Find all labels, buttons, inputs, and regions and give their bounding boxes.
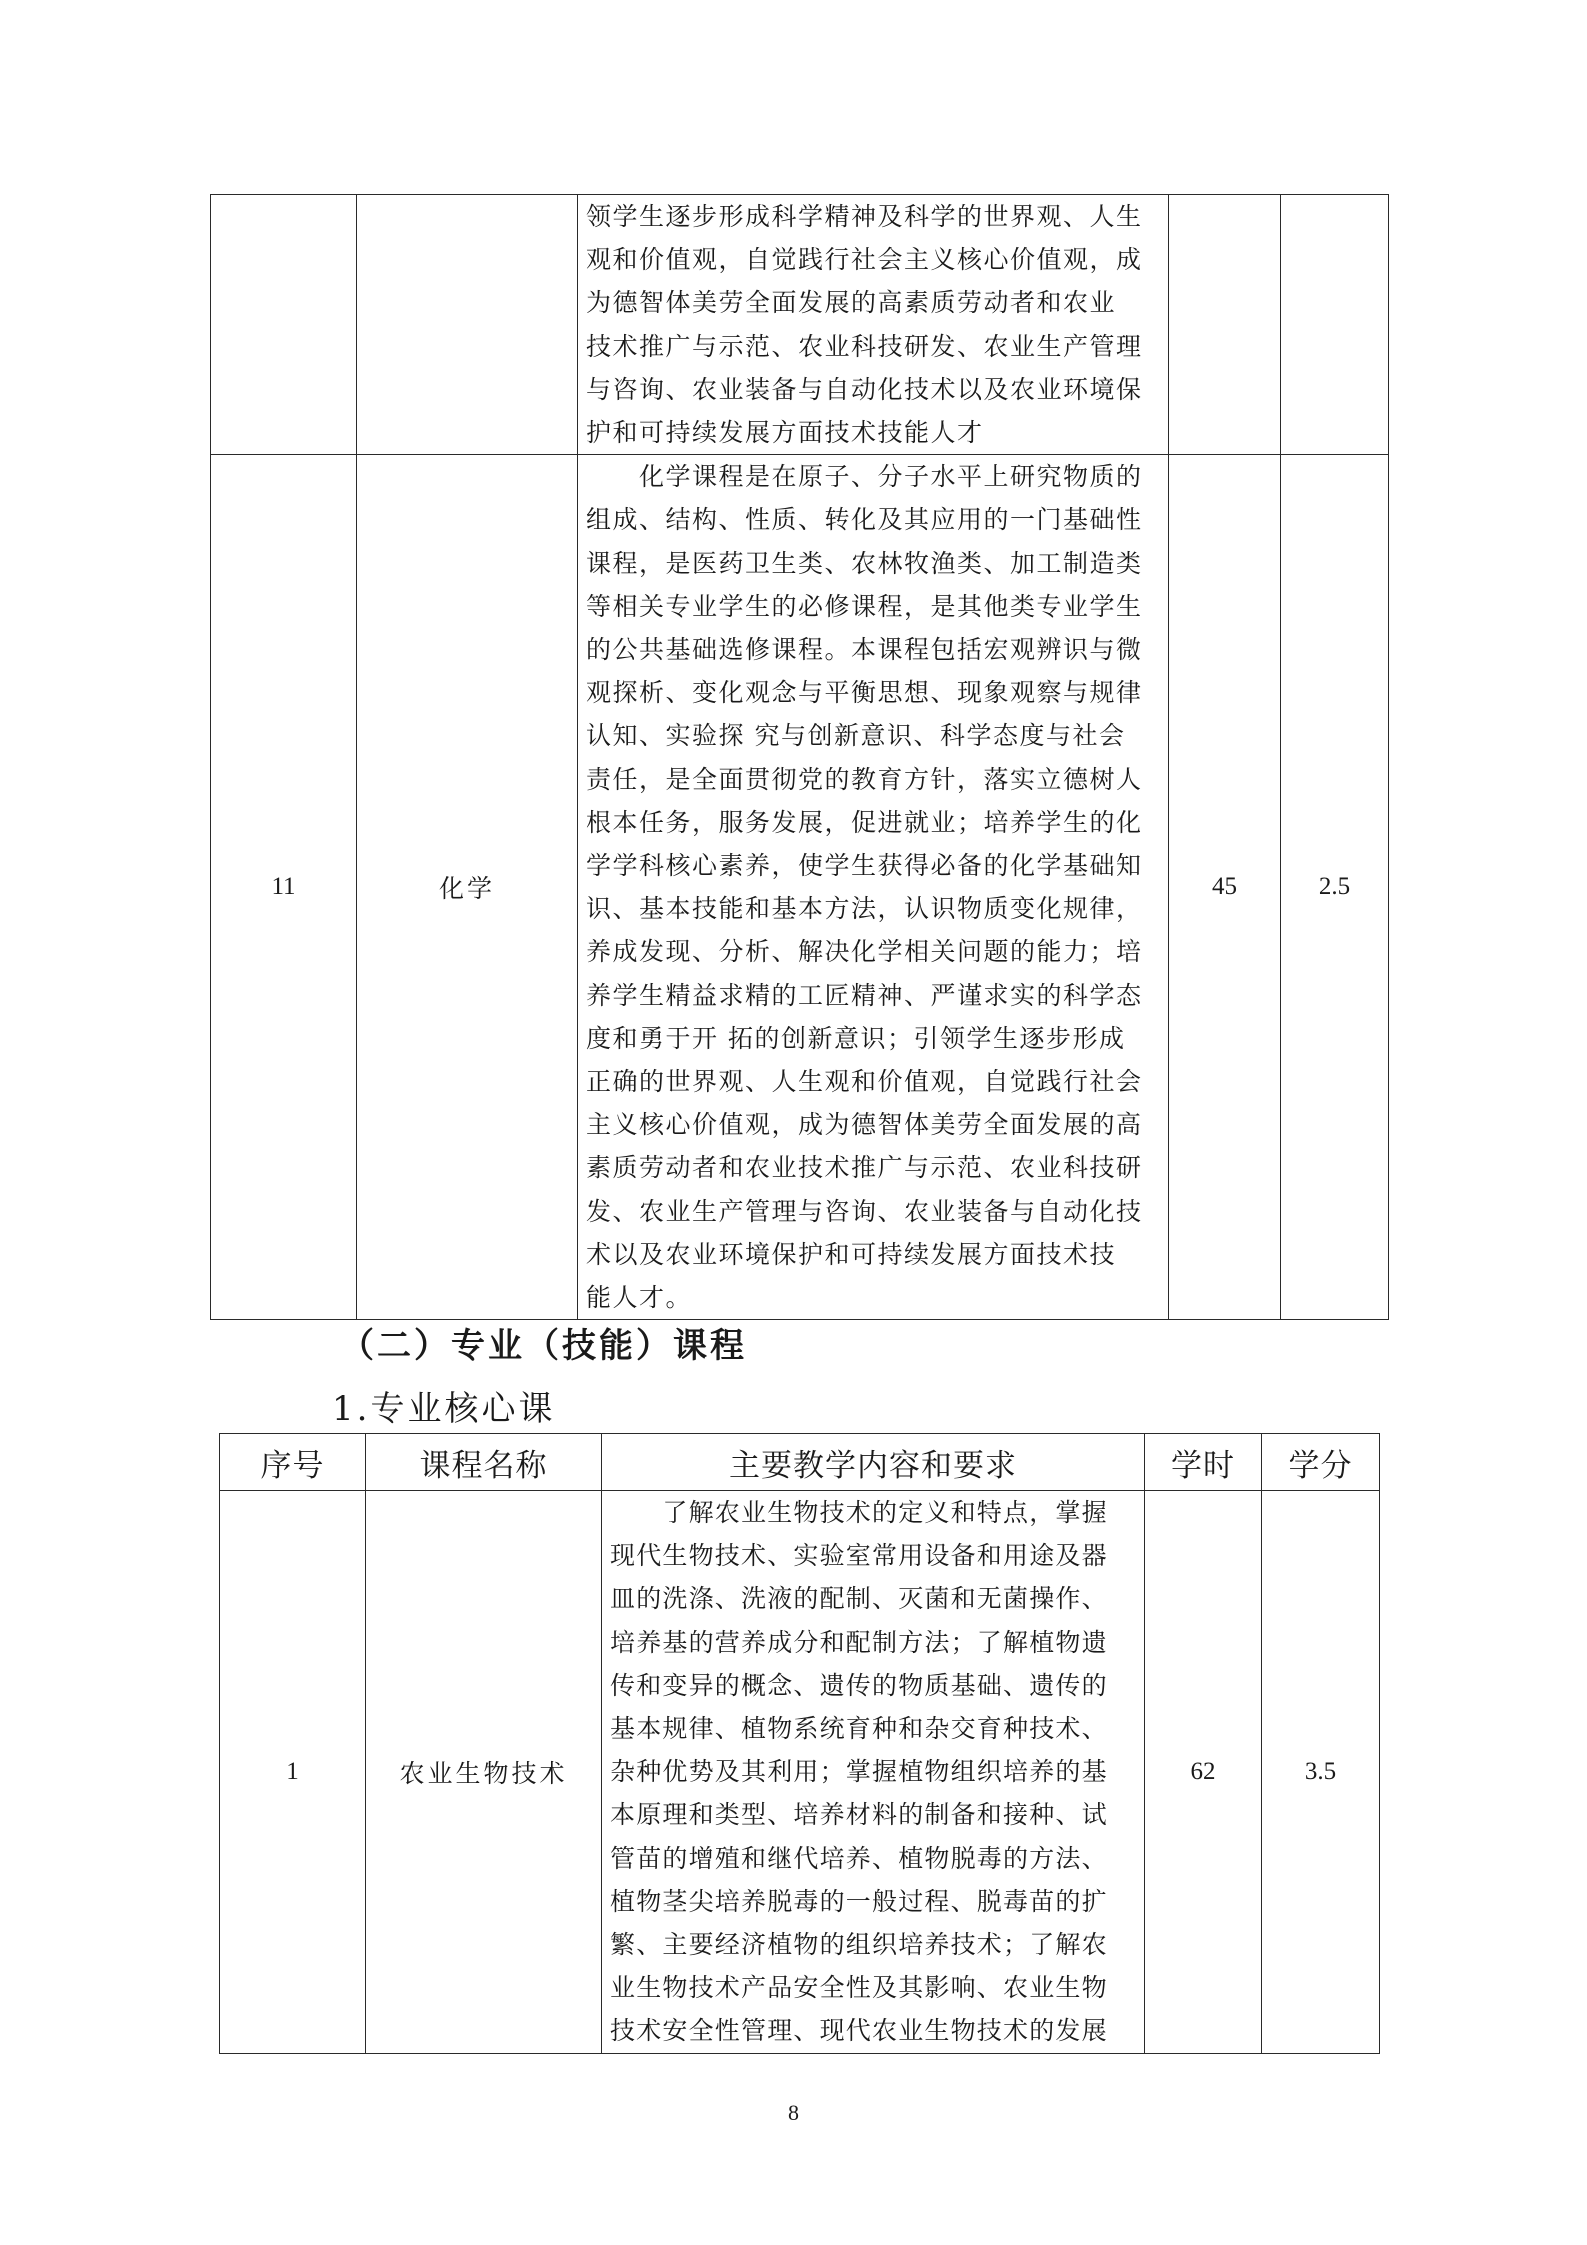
course-name: 化学 [357,455,578,1320]
header-credits: 学分 [1262,1434,1380,1491]
header-content: 主要教学内容和要求 [602,1434,1145,1491]
course-table-continued [210,194,1389,1320]
table-row [211,195,1389,455]
course-content: 领学生逐步形成科学精神及科学的世界观、人生 观和价值观，自觉践行社会主义核心价值观，成 为德智体美劳全面发展的高素质劳动者和农业 技术推广与示范、农业科技研发、农业生产管理 与咨询、农业装备与自动化技术以及农业环境保 护和可持续发展方面技术技能人才 [578,195,1169,455]
course-credits: 2.5 [1281,455,1389,1320]
row-index: 11 [211,455,357,1320]
course-hours: 62 [1145,1491,1262,2054]
row-index [211,195,357,455]
course-credits: 3.5 [1262,1491,1380,2054]
course-content: 了解农业生物技术的定义和特点，掌握 现代生物技术、实验室常用设备和用途及器 皿的洗涤、洗液的配制、灭菌和无菌操作、 培养基的营养成分和配制方法；了解植物遗 传和变异的概念、遗传的物质基础、遗传的 基本规律、植物系统育种和杂交育种技术、 杂种优势及其利用；掌握植物组织培养的基 本原理和类型、培养材料的制备和接种、试 管苗的增殖和继代培养、植物脱毒的方法、 植物茎尖培养脱毒的一般过程、脱毒苗的扩 繁、主要经济植物的组织培养技术；了解农 业生物技术产品安全性及其影响、农业生物 技术安全性管理、现代农业生物技术的发展 [602,1491,1145,2054]
header-index: 序号 [220,1434,366,1491]
section-heading: （二）专业（技能）课程 [340,1326,747,1366]
course-hours: 45 [1169,455,1281,1320]
course-content: 化学课程是在原子、分子水平上研究物质的 组成、结构、性质、转化及其应用的一门基础性 课程，是医药卫生类、农林牧渔类、加工制造类 等相关专业学生的必修课程，是其他类专业学生 的公共基础选修课程。本课程包括宏观辨识与微 观探析、变化观念与平衡思想、现象观察与规律 认知、实验探 究与创新意识、科学态度与社会 责任，是全面贯彻党的教育方针，落实立德树人 根本任务，服务发展，促进就业；培养学生的化 学学科核心素养，使学生获得必备的化学基础知 识、基本技能和基本方法，认识物质变化规律， 养成发现、分析、解决化学相关问题的能力；培 养学生精益求精的工匠精神、严谨求实的科学态 度和勇于开 拓的创新意识；引领学生逐步形成 正确的世界观、人生观和价值观，自觉践行社会 主义核心价值观，成为德智体美劳全面发展的高 素质劳动者和农业技术推广与示范、农业科技研 发、农业生产管理与咨询、农业装备与自动化技 术以及农业环境保护和可持续发展方面技术技 能人才。 [578,455,1169,1320]
table-row [211,455,1389,1320]
course-name [357,195,578,455]
table-header-row [220,1434,1380,1491]
core-course-table [219,1433,1380,2054]
course-name: 农业生物技术 [366,1491,602,2054]
page-number: 8 [788,2100,799,2125]
row-index: 1 [220,1491,366,2054]
subsection-heading: 1.专业核心课 [332,1389,556,1429]
header-course-name: 课程名称 [366,1434,602,1491]
course-hours [1169,195,1281,455]
header-hours: 学时 [1145,1434,1262,1491]
table-row [220,1491,1380,2054]
course-credits [1281,195,1389,455]
